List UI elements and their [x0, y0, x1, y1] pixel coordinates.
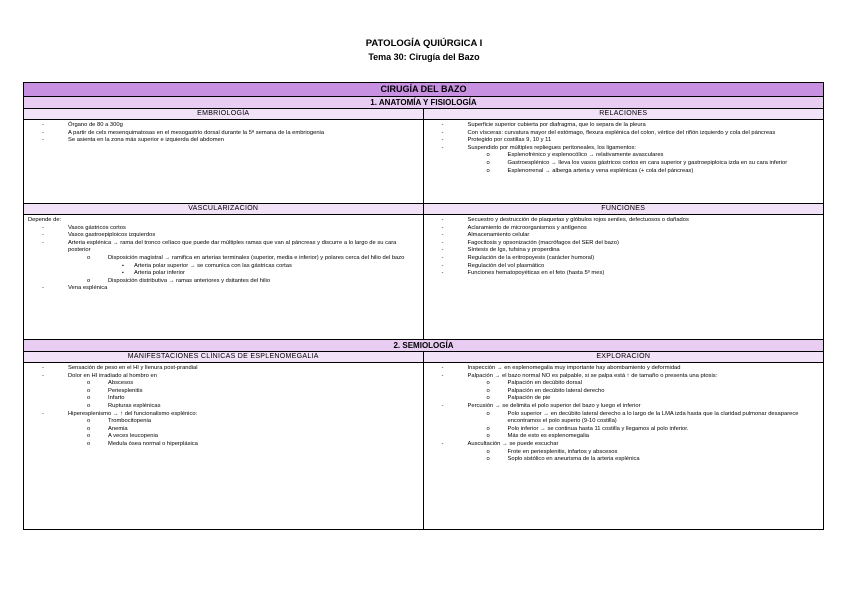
- list-item: o Palpación de pie: [428, 395, 820, 403]
- list-item: o Soplo sistólico en aneurisma de la arteria esplénica: [428, 456, 820, 464]
- list-item: - Con vísceras: curvatura mayor del estómago, flexura esplénica del colon, vértice del riñón izquierdo y cola del páncreas: [428, 130, 820, 138]
- list-item: - Vena esplénica: [28, 285, 419, 293]
- list-item: o Gastroesplénico → lleva los vasos gástricos cortos en cara superior y gastroepiploica izda en su cara inferior: [428, 160, 820, 168]
- list-item: - Percusión → se delimita el polo superior del bazo y luego el inferior: [428, 403, 820, 411]
- exploracion-header: EXPLORACIÓN: [424, 352, 824, 363]
- list-item: o Anemia: [28, 426, 419, 434]
- embriologia-header: EMBRIOLOGÍA: [24, 109, 423, 120]
- list-item: ▪ Arteria polar inferior: [28, 270, 419, 278]
- list-item: o Disposición magistral → ramifica en arterias terminales (superior, media e inferior) y polares cerca del hilio del bazo: [28, 255, 419, 263]
- list-item: - Palpación → el bazo normal NO es palpable, si se palpa está ↑ de tamaño o presenta una ptosis:: [428, 373, 820, 381]
- list-item: o Esplenorrenal → alberga arteria y vena esplénicas (+ cola del páncreas): [428, 168, 820, 176]
- vascularizacion-cell: [24, 204, 424, 339]
- table-row: [24, 109, 823, 204]
- list-item: - Fagocitosis y opsonización (macrófagos del SER del bazo): [428, 240, 820, 248]
- table-title: CIRUGÍA DEL BAZO: [24, 83, 823, 97]
- list-item: o Palpación en decúbito dorsal: [428, 380, 820, 388]
- list-item: - A partir de cels mesenquimatosas en el mesogastrio dorsal durante la 5ª semana de la embriogenia: [28, 130, 419, 138]
- manifestaciones-cell: [24, 352, 424, 529]
- list-item: - Síntesis de Igs, tufsina y properdina: [428, 247, 820, 255]
- document-subtitle: Tema 30: Cirugía del Bazo: [368, 52, 480, 62]
- list-item: - Regulación de la eritropoyesis (carácter humoral): [428, 255, 820, 263]
- list-item: - Hiperesplenismo → ↑ del funcionalismo esplénico:: [28, 411, 419, 419]
- list-item: o Rupturas esplénicas: [28, 403, 419, 411]
- list-item: - Vasos gastroepiploicos izquierdos: [28, 232, 419, 240]
- vascularizacion-lead: Depende de:: [28, 217, 62, 223]
- list-item: - Inspección → en esplenomegalia muy importante hay abombamiento y deformidad: [428, 365, 820, 373]
- section-1-title: 1. ANATOMÍA Y FISIOLOGÍA: [24, 97, 823, 109]
- embriologia-cell: [24, 109, 424, 203]
- relaciones-cell: [424, 109, 824, 203]
- list-item: o Polo inferior → se continua hasta 11 costilla y llegamos al polo inferior.: [428, 426, 820, 434]
- list-item: - Protegido por costillas 9, 10 y 11: [428, 137, 820, 145]
- list-item: o Periesplenitis: [28, 388, 419, 396]
- summary-table: [23, 82, 824, 530]
- list-item: o Medula ósea normal o hiperplásica: [28, 441, 419, 449]
- list-item: o Disposición distributiva → ramas anteriores y dsitantes del hilio: [28, 278, 419, 286]
- funciones-header: FUNCIONES: [424, 204, 824, 215]
- table-row: [24, 204, 823, 340]
- list-item: o Infarto: [28, 395, 419, 403]
- vascularizacion-header: VASCULARIZACIÓN: [24, 204, 423, 215]
- list-item: - Secuestro y destrucción de plaquetas y glóbulos rojos seniles, defectuosos o dañados: [428, 217, 820, 225]
- list-item: - Almacenamiento celular: [428, 232, 820, 240]
- list-item: - Auscultación → se puede escuchar: [428, 441, 820, 449]
- list-item: - Funciones hematopoyéticas en el feto (hasta 5º mes): [428, 270, 820, 278]
- list-item: - Superficie superior cubierta por diafragma, que lo separa de la pleura: [428, 122, 820, 130]
- list-item: - Regulación del vol plasmático: [428, 263, 820, 271]
- list-item: o A veces leucopenia: [28, 433, 419, 441]
- list-item: o Frote en periesplenitis, infartos y abscesos: [428, 449, 820, 457]
- list-item: - Se asienta en la zona más superior e izquierda del abdomen: [28, 137, 419, 145]
- list-item: - Órgano de 80 a 300g: [28, 122, 419, 130]
- manifestaciones-header: MANIFESTACIONES CLÍNICAS DE ESPLENOMEGALIA: [24, 352, 423, 363]
- list-item: o Abscesos: [28, 380, 419, 388]
- list-item: - Suspendido por múltiples repliegues peritoneales, los ligamentos:: [428, 145, 820, 153]
- list-item: - Sensación de peso en el HI y llenura post-prandial: [28, 365, 419, 373]
- list-item: o Más de esto es esplenomegalia: [428, 433, 820, 441]
- document-title: PATOLOGÍA QUIÚRGICA I: [365, 38, 483, 49]
- list-item: - Arteria esplénica → rama del tronco celíaco que puede dar múltiples ramas que van al páncreas y discurre a lo largo de su cara posterior: [28, 240, 419, 255]
- list-item: - Dolor en HI irradiado al hombro en: [28, 373, 419, 381]
- list-item: - Vasos gástricos cortos: [28, 225, 419, 233]
- funciones-cell: [424, 204, 824, 339]
- list-item: o Trombocitopenia: [28, 418, 419, 426]
- section-2-title: 2. SEMIOLOGÍA: [24, 340, 823, 352]
- list-item: o Polo superior → en decúbito lateral derecho a lo largo de la LMA izda hasta que la claridad pulmonar desaparece encontramos el polo superio (9-10 costilla): [428, 411, 820, 426]
- list-item: o Palpación en decúbito lateral derecho: [428, 388, 820, 396]
- table-row: [24, 352, 823, 529]
- list-item: o Esplenofrénico y esplenocólico → relativamente avasculares: [428, 152, 820, 160]
- list-item: ▪ Arteria polar superior → se comunica con las gástricas cortas: [28, 263, 419, 271]
- list-item: - Aclaramiento de microorganismos y antígenos: [428, 225, 820, 233]
- exploracion-cell: [424, 352, 824, 529]
- relaciones-header: RELACIONES: [424, 109, 824, 120]
